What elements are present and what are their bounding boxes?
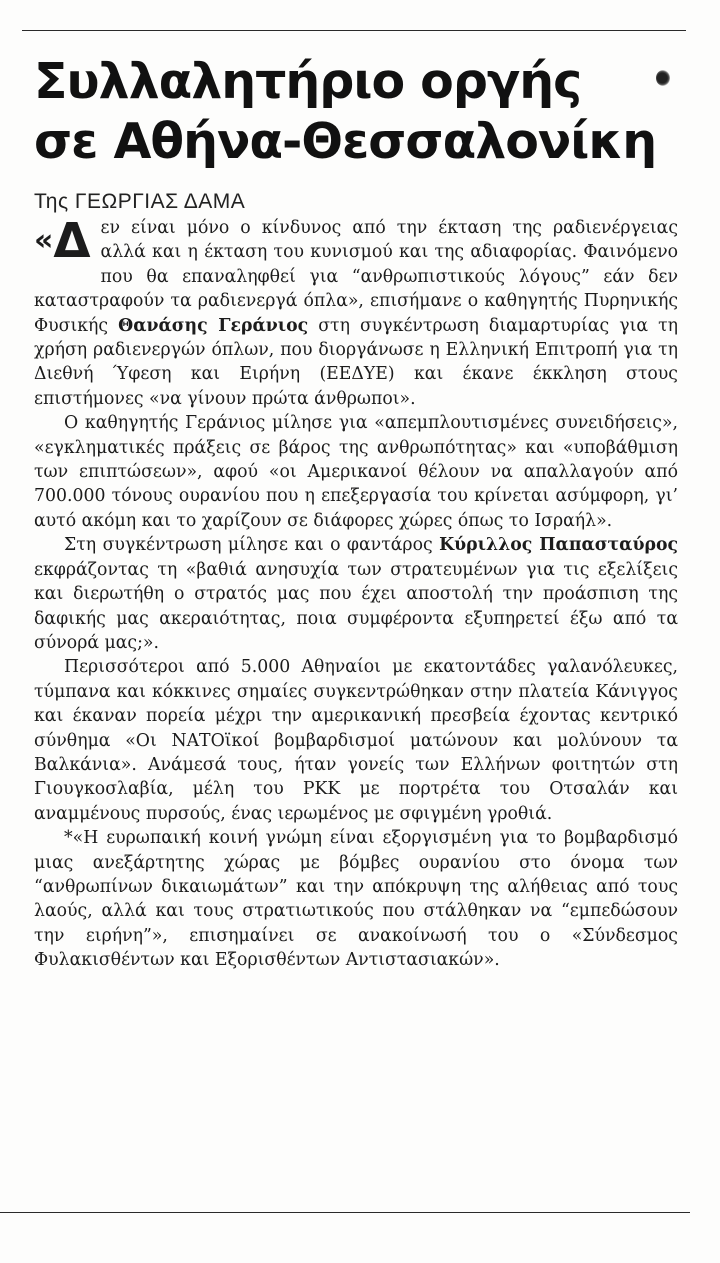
article-body <box>34 213 678 973</box>
opening-quote: « <box>34 223 54 258</box>
paragraph-3-text-1: Στη συγκέντρωση μίλησε και ο φαντάρος <box>64 535 440 556</box>
lead-text-1: εν είναι μόνο ο κίνδυνος από την έκταση της ραδιενέργειας αλλά και η έκταση του κυνισμού και της αδιαφορίας. Φαινόμενο που θα επαναληφθεί για “ανθρωπιστικούς λόγους” εάν δεν καταστραφούν τα ραδιενεργά όπλα», επισήμανε ο καθηγητής Πυρηνικής Φυσικής <box>34 218 678 336</box>
person-name-papastavros: Κύριλλος Παπασταύρος <box>439 535 678 556</box>
paragraph-5: *«Η ευρωπαική κοινή γνώμη είναι εξοργισμένη για το βομβαρδισμό μιας ανεξάρτητης χώρας με βόμβες ουρανίου στο όνομα των “ανθρωπίνων δικαιωμάτων” και την απόκρυψη της αλήθειας από τους λαούς, αλλά και τους στρατιωτικούς που στάλθηκαν να “εμπεδώσουν την ειρήνη”», επισημαίνει σε ανακοίνωσή του ο «Σύνδεσμος Φυλακισθέντων και Εξορισθέντων Αντιστασιακών». <box>34 828 678 971</box>
headline-line-2: σε Αθήνα-Θεσσαλονίκη <box>34 113 657 170</box>
article-headline <box>34 52 674 172</box>
headline-line-1: Συλλαλητήριο οργής <box>34 53 582 110</box>
lead-text-2: στη συγκέντρωση διαμαρτυρίας για τη χρήση ραδιενεργών όπλων, που διοργάνωσε η Ελληνική Επιτροπή για τη Διεθνή Ύφεση και Ειρήνη (ΕΕΔΥΕ) και έκανε έκκληση στους επιστήμονες «να γίνουν πρώτα άνθρωποι». <box>34 315 678 409</box>
paragraph-2: Ο καθηγητής Γεράνιος μίλησε για «απεμπλουτισμένες συνειδήσεις», «εγκληματικές πράξεις σε βάρος της ανθρωπότητας» και «υποβάθμιση των επιπτώσεων», αφού «οι Αμερικανοί θέλουν να απαλλαγούν από 700.000 τόνους ουρανίου που η επεξεργασία του κρίνεται ασύμφορη, γι’ αυτό ακόμη και το χαρίζουν σε διάφορες χώρες όπως το Ισραήλ». <box>34 413 678 531</box>
top-rule <box>22 30 686 31</box>
lead-paragraph <box>34 213 678 411</box>
person-name-geranios: Θανάσης Γεράνιος <box>118 315 309 336</box>
bottom-rule <box>0 1212 690 1213</box>
paragraph-3-text-2: εκφράζοντας τη «βαθιά ανησυχία των στρατευμένων για τις εξελίξεις και διερωτήθη ο στρατός μας που έχει αποστολή την προάσπιση της δαφικής μας ακεραιότητας, ποια συμφέροντα εξυπηρετεί έξω από τα σύνορά μας;». <box>34 559 678 653</box>
byline: Της ΓΕΩΡΓΙΑΣ ΔΑΜΑ <box>34 190 246 213</box>
paragraph-4: Περισσότεροι από 5.000 Αθηναίοι με εκατοντάδες γαλανόλευκες, τύμπανα και κόκκινες σημαίες συγκεντρώθηκαν στην πλατεία Κάνιγγος και έκαναν πορεία μέχρι την αμερικανική πρεσβεία έχοντας κεντρικό σύνθημα «Οι ΝΑΤΟϊκοί βομβαρδισμοί ματώνουν και μολύνουν τα Βαλκάνια». Ανάμεσά τους, ήταν γονείς των Ελλήνων φοιτητών στη Γιουγκοσλαβία, μέλη του ΡΚΚ με πορτρέτα του Οτσαλάν και αναμμένους πυρσούς, ένας ιερωμένος με σφιγμένη γροθιά. <box>34 657 678 824</box>
drop-cap <box>34 213 91 273</box>
drop-cap-letter: Δ <box>53 213 91 269</box>
paragraph-3 <box>34 533 678 655</box>
